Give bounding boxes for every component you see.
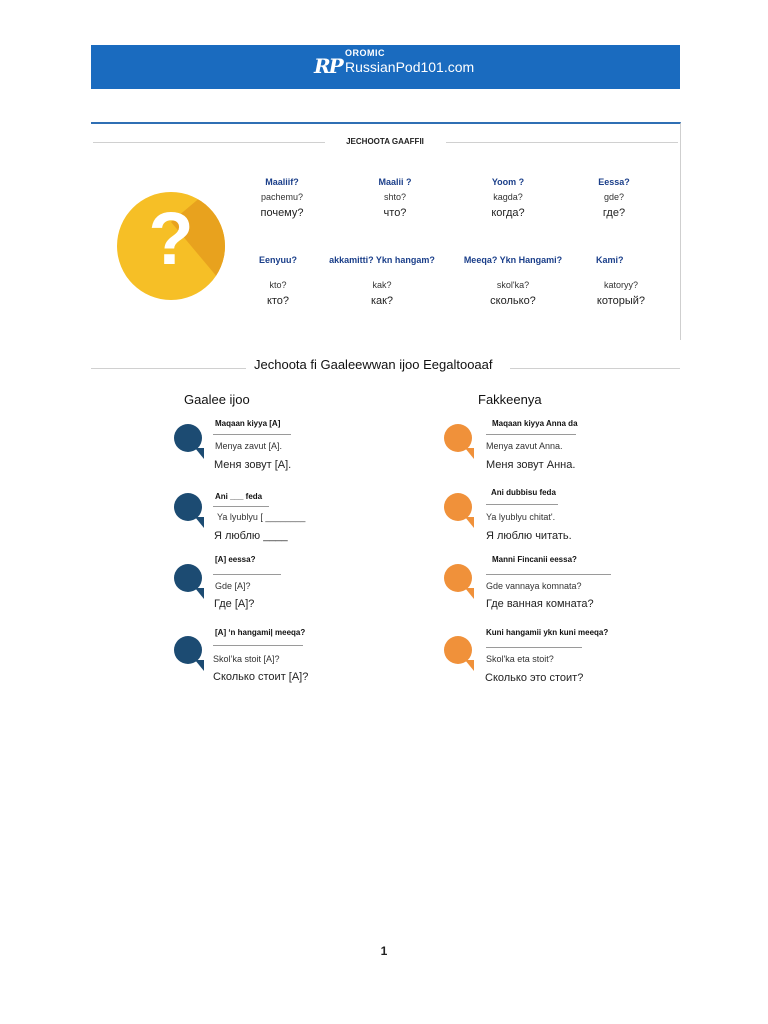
underline bbox=[213, 645, 303, 646]
underline bbox=[486, 504, 558, 505]
phrase-translit: Skol’ka stoit [A]? bbox=[213, 654, 280, 664]
oromo-word: Eenyuu? bbox=[258, 255, 297, 265]
phrase-cyrillic: Сколько стоит [A]? bbox=[213, 671, 309, 683]
transliteration: katoryy? bbox=[603, 280, 638, 290]
transliteration: kak? bbox=[372, 280, 392, 290]
phrase-translit: Ya lyublyu [ ________ bbox=[217, 512, 306, 522]
speech-bubble-icon bbox=[444, 493, 472, 521]
cyrillic-word: когда? bbox=[491, 207, 525, 219]
underline bbox=[213, 434, 291, 435]
oromo-word: Kami? bbox=[596, 255, 624, 265]
question-word-item bbox=[578, 255, 664, 307]
phrase-cyrillic: Где [A]? bbox=[214, 598, 255, 610]
phrase-oromo: [A] eessa? bbox=[215, 555, 256, 564]
phrase-oromo: [A] ‘n hangami| meeqa? bbox=[215, 628, 306, 637]
speech-bubble-icon bbox=[444, 564, 472, 592]
oromo-word: Eessa? bbox=[598, 177, 630, 187]
oromo-word: akkamitti? Ykn hangam? bbox=[329, 255, 435, 265]
transliteration: pachemu? bbox=[260, 192, 304, 202]
underline bbox=[486, 574, 611, 575]
oromo-word: Yoom ? bbox=[491, 177, 525, 187]
cyrillic-word: кто? bbox=[266, 295, 290, 307]
question-words-title: JECHOOTA GAAFFII bbox=[346, 137, 424, 146]
question-word-item bbox=[572, 177, 656, 219]
section-title: Jechoota fi Gaaleewwan ijoo Eegaltooaaf bbox=[254, 357, 493, 372]
example-oromo: Manni Fincanii eessa? bbox=[492, 555, 577, 564]
example-translit: Ya lyublyu chitat'. bbox=[486, 512, 556, 522]
transliteration: skol'ka? bbox=[496, 280, 530, 290]
example-cyrillic: Я люблю читать. bbox=[486, 530, 572, 542]
cyrillic-word: где? bbox=[602, 207, 626, 219]
phrase-translit: Gde [A]? bbox=[215, 581, 251, 591]
question-word-item bbox=[455, 255, 571, 307]
transliteration: kagda? bbox=[493, 192, 523, 202]
example-cyrillic: Сколько это стоит? bbox=[485, 672, 584, 684]
page-number: 1 bbox=[380, 944, 388, 958]
phrase-translit: Menya zavut [A]. bbox=[215, 441, 283, 451]
cyrillic-word: почему? bbox=[260, 207, 304, 219]
underline bbox=[213, 506, 269, 507]
speech-bubble-icon bbox=[444, 636, 472, 664]
divider-left bbox=[93, 142, 325, 143]
example-cyrillic: Где ванная комната? bbox=[486, 598, 594, 610]
question-word-item bbox=[353, 177, 437, 219]
example-oromo: Ani dubbisu feda bbox=[491, 488, 556, 497]
speech-bubble-icon bbox=[444, 424, 472, 452]
speech-bubble-icon bbox=[174, 424, 202, 452]
example-translit: Skol'ka eta stoit? bbox=[486, 654, 554, 664]
question-word-item bbox=[240, 255, 316, 307]
divider-right bbox=[446, 142, 678, 143]
phrase-oromo: Ani ___ feda bbox=[215, 492, 263, 501]
phrase-cyrillic: Меня зовут [A]. bbox=[214, 459, 292, 471]
example-translit: Menya zavut Anna. bbox=[486, 441, 563, 451]
example-oromo: Kuni hangamii ykn kuni meeqa? bbox=[486, 628, 609, 637]
transliteration: shto? bbox=[383, 192, 407, 202]
oromo-word: Maaliif? bbox=[265, 177, 299, 187]
question-word-item bbox=[324, 255, 440, 307]
phrase-oromo: Maqaan kiyya [A] bbox=[215, 419, 281, 428]
example-cyrillic: Меня зовут Анна. bbox=[486, 459, 576, 471]
left-column-title: Gaalee ijoo bbox=[184, 392, 250, 407]
speech-bubble-icon bbox=[174, 636, 202, 664]
speech-bubble-icon bbox=[174, 493, 202, 521]
example-translit: Gde vannaya komnata? bbox=[486, 581, 582, 591]
example-oromo: Maqaan kiyya Anna da bbox=[492, 419, 578, 428]
logo-mark: RP bbox=[314, 54, 342, 78]
oromo-word: Maalii ? bbox=[378, 177, 412, 187]
logo-brand: OROMIC bbox=[345, 48, 385, 58]
question-word-item bbox=[466, 177, 550, 219]
underline bbox=[213, 574, 281, 575]
logo-site: RussianPod101.com bbox=[345, 59, 475, 75]
section-divider-right bbox=[510, 368, 680, 369]
oromo-word: Meeqa? Ykn Hangami? bbox=[463, 255, 563, 265]
speech-bubble-icon bbox=[174, 564, 202, 592]
cyrillic-word: как? bbox=[370, 295, 394, 307]
section-divider-left bbox=[91, 368, 246, 369]
right-column-title: Fakkeenya bbox=[478, 392, 542, 407]
cyrillic-word: который? bbox=[596, 295, 646, 307]
cyrillic-word: сколько? bbox=[490, 295, 536, 307]
question-word-item bbox=[240, 177, 324, 219]
transliteration: kto? bbox=[269, 280, 287, 290]
phrase-cyrillic: Я люблю ____ bbox=[214, 530, 288, 542]
underline bbox=[486, 434, 576, 435]
transliteration: gde? bbox=[603, 192, 625, 202]
question-mark-glyph: ? bbox=[148, 197, 194, 280]
question-mark-icon bbox=[117, 192, 225, 300]
underline bbox=[486, 647, 582, 648]
cyrillic-word: что? bbox=[383, 207, 407, 219]
